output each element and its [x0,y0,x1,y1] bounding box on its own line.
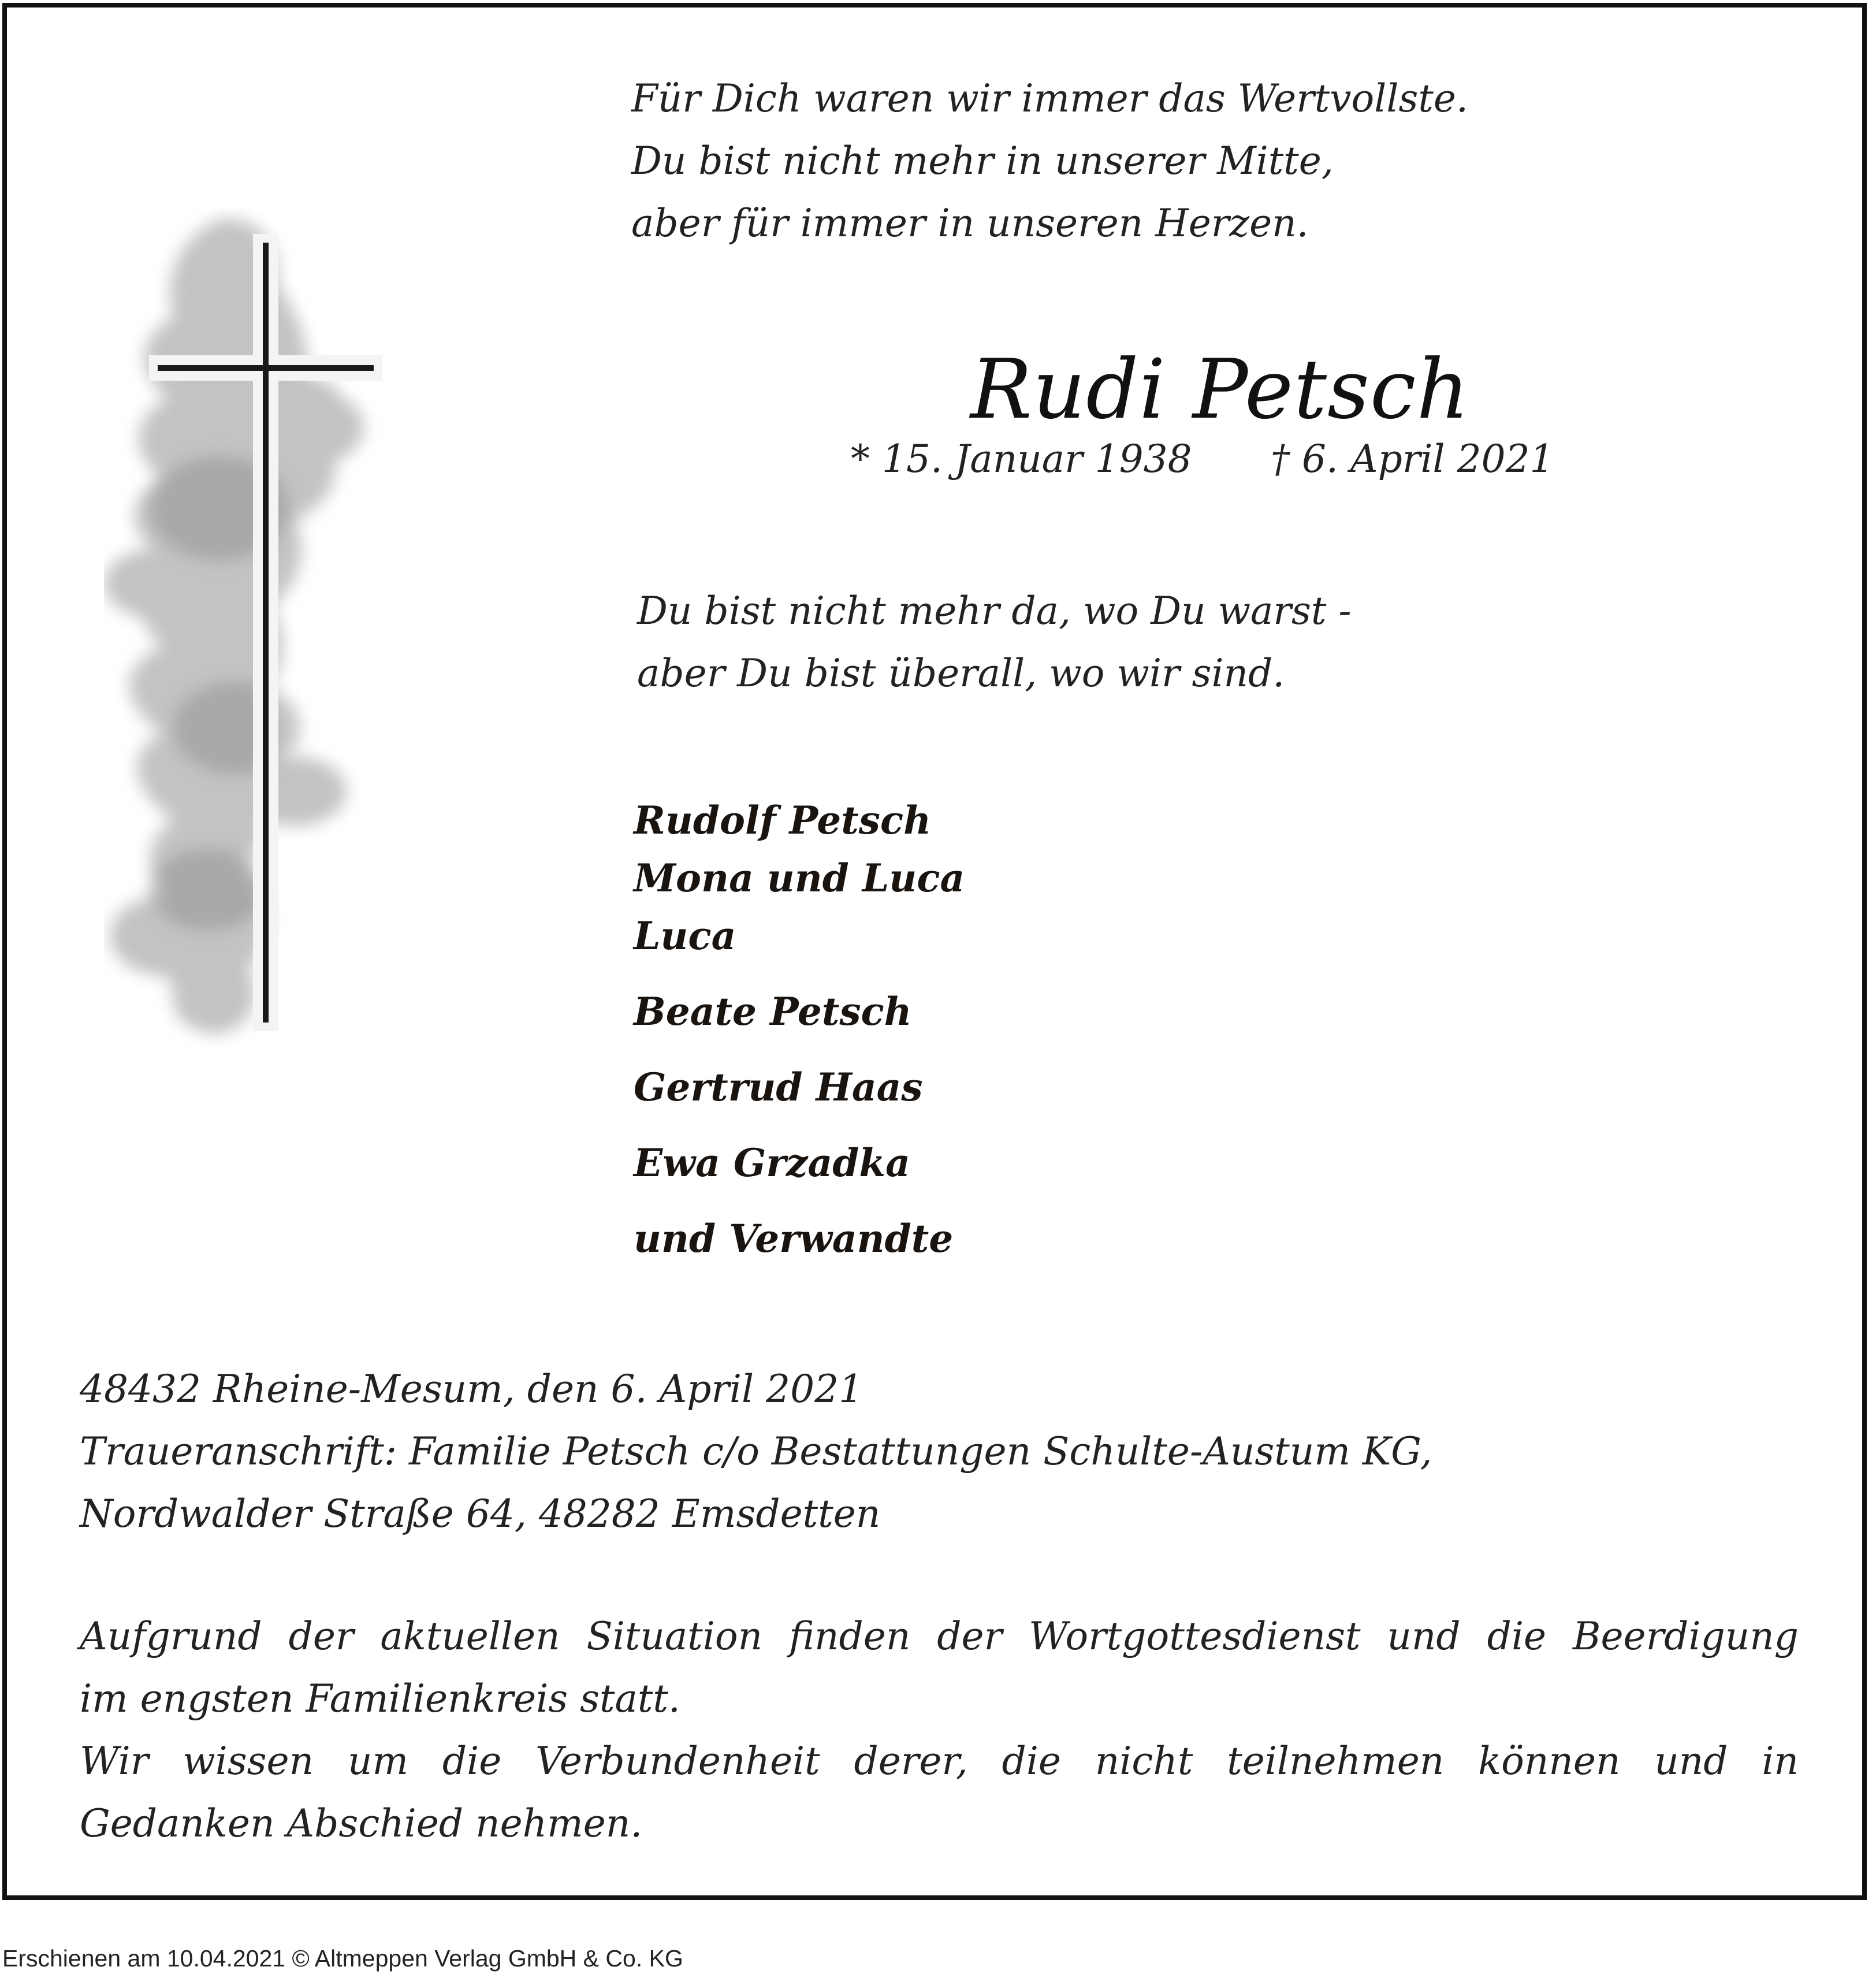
place-date-line: 48432 Rheine-Mesum, den 6. April 2021 [80,1367,863,1411]
publication-credit: Erschienen am 10.04.2021 © Altmeppen Verlag GmbH & Co. KG [2,1945,683,1972]
mourner-relatives: und Verwandte [634,1216,954,1261]
mourner-name: Ewa Grzadka [634,1140,910,1185]
mourner-name: Beate Petsch [634,989,912,1034]
poem-top-line-1: Für Dich waren wir immer das Wertvollste. [631,76,1468,121]
mourning-address-line: Traueranschrift: Familie Petsch c/o Bestattungen Schulte-Austum KG, [80,1429,1432,1474]
poem-middle-line-2: aber Du bist überall, wo wir sind. [637,651,1285,696]
birth-date: * 15. Januar 1938 [851,437,1192,481]
poem-top-line-3: aber für immer in unseren Herzen. [631,201,1309,246]
notice-line-1: Aufgrund der aktuellen Situation finden der Wortgottesdienst und die Beerdigung [80,1614,1799,1659]
mourner-name: Luca [634,913,736,958]
death-date: † 6. April 2021 [1271,437,1554,481]
mourner-name: Gertrud Haas [634,1065,923,1110]
notice-line-2: im engsten Familienkreis statt. [80,1676,680,1721]
mourner-name: Mona und Luca [634,856,965,901]
deceased-name: Rudi Petsch [970,342,1470,437]
cross-icon [104,208,427,1054]
street-address-line: Nordwalder Straße 64, 48282 Emsdetten [80,1492,881,1536]
poem-top-line-2: Du bist nicht mehr in unserer Mitte, [631,139,1334,183]
poem-middle-line-1: Du bist nicht mehr da, wo Du warst - [637,589,1352,633]
notice-line-3: Wir wissen um die Verbundenheit derer, die nicht teilnehmen können und in [80,1739,1799,1783]
mourner-name: Rudolf Petsch [634,798,932,843]
notice-line-4: Gedanken Abschied nehmen. [80,1801,643,1846]
